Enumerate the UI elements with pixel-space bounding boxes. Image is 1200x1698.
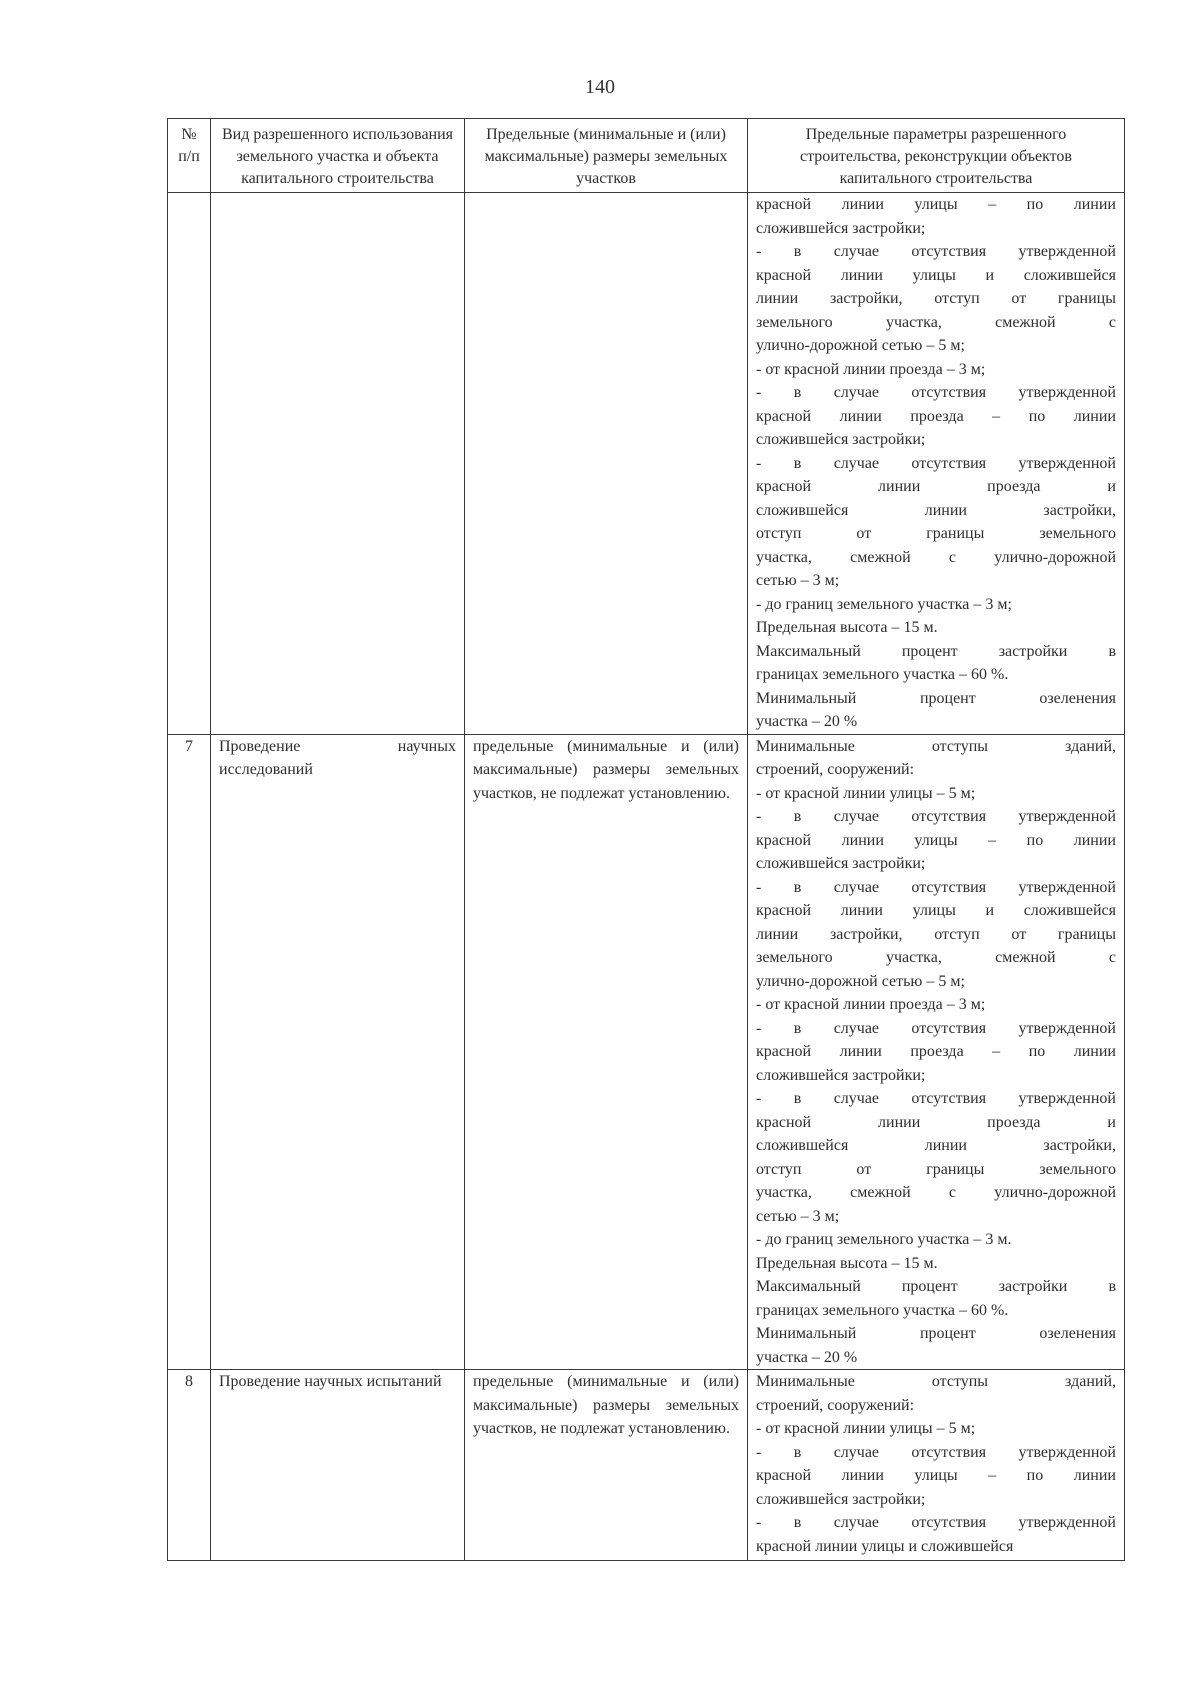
param-line: сетью – 3 м;: [756, 572, 840, 589]
cell-number: [168, 193, 211, 735]
param-line: отступ от границы земельного: [756, 1160, 1116, 1178]
param-line: улично-дорожной сетью – 5 м;: [756, 337, 965, 354]
param-line: сложившейся застройки;: [756, 1490, 926, 1508]
param-line: красной линии проезда и: [756, 1113, 1116, 1131]
cell-number: 7: [168, 734, 211, 1370]
param-line: отступ от границы земельного: [756, 525, 1116, 542]
param-line: границах земельного участка – 60 %.: [756, 1301, 1009, 1319]
param-line: сложившейся застройки;: [756, 1066, 926, 1084]
param-line: Предельная высота – 15 м.: [756, 619, 938, 636]
param-line: красной линии проезда и: [756, 478, 1116, 495]
param-line: Максимальный процент застройки в: [756, 642, 1116, 660]
param-line: красной линии проезда – по линии: [756, 1043, 1116, 1060]
param-line: линии застройки, отступ от границы: [756, 925, 1116, 943]
regulations-table: [167, 118, 1125, 1561]
page-number: 140: [585, 76, 615, 98]
param-line: Максимальный процент застройки в: [756, 1278, 1116, 1295]
param-line: - в случае отсутствия утвержденной: [756, 878, 1116, 896]
param-line: красной линии улицы и сложившейся: [756, 902, 1116, 919]
table-header-row: [168, 119, 1125, 193]
param-line: красной линии улицы – по линии: [756, 831, 1116, 849]
param-line: - до границ земельного участка – 3 м;: [756, 595, 1012, 613]
param-line: Минимальные отступы зданий,: [756, 1373, 1116, 1390]
cell-permitted-use: [211, 193, 465, 735]
cell-permitted-use: Проведение научных исследований: [211, 734, 465, 1370]
param-line: сложившейся линии застройки,: [756, 501, 1116, 519]
param-line: земельного участка, смежной с: [756, 313, 1116, 331]
param-line: строений, сооружений:: [756, 761, 915, 778]
param-line: строений, сооружений:: [756, 1396, 915, 1414]
table-row-8: [168, 1370, 1125, 1561]
param-line: красной линии улицы и сложившейся: [756, 266, 1116, 284]
param-line: сложившейся застройки;: [756, 219, 926, 237]
param-line: красной линии улицы – по линии: [756, 196, 1116, 213]
param-line: участка – 20 %: [756, 713, 858, 730]
cell-construction-params: [748, 1370, 1125, 1561]
param-line: - в случае отсутствия утвержденной: [756, 243, 1116, 260]
header-plot-size: Предельные (минимальные и (или) максимальные) размеры земельных участков: [465, 119, 748, 193]
param-line: - в случае отсутствия утвержденной: [756, 454, 1116, 472]
param-line: сложившейся застройки;: [756, 855, 926, 872]
cell-construction-params: [748, 193, 1125, 735]
table-row-7: [168, 734, 1125, 1370]
param-line: сложившейся линии застройки,: [756, 1137, 1116, 1154]
param-line: Минимальный процент озеленения: [756, 1325, 1116, 1342]
param-line: красной линии улицы и сложившейся: [756, 1537, 1014, 1555]
param-line: - до границ земельного участка – 3 м.: [756, 1231, 1012, 1248]
param-line: участка, смежной с улично-дорожной: [756, 548, 1116, 566]
param-line: - в случае отсутствия утвержденной: [756, 1514, 1116, 1531]
param-line: Минимальные отступы зданий,: [756, 737, 1116, 755]
param-line: участка, смежной с улично-дорожной: [756, 1184, 1116, 1201]
param-line: сложившейся застройки;: [756, 431, 926, 448]
param-line: - от красной линии улицы – 5 м;: [756, 1420, 976, 1437]
cell-plot-size: предельные (минимальные и (или) максимальные) размеры земельных участков, не подлежат установлению.: [465, 1370, 748, 1561]
param-line: участка – 20 %: [756, 1348, 858, 1366]
param-line: улично-дорожной сетью – 5 м;: [756, 972, 965, 990]
table-row-continuation: [168, 193, 1125, 735]
param-line: Минимальный процент озеленения: [756, 689, 1116, 707]
param-line: - в случае отсутствия утвержденной: [756, 1090, 1116, 1107]
header-construction-params: Предельные параметры разрешенного строительства, реконструкции объектов капитального строительства: [748, 119, 1125, 193]
param-line: - от красной линии проезда – 3 м;: [756, 360, 986, 378]
header-number: № п/п: [168, 119, 211, 193]
param-line: - от красной линии проезда – 3 м;: [756, 996, 986, 1013]
param-line: границах земельного участка – 60 %.: [756, 666, 1009, 683]
param-line: земельного участка, смежной с: [756, 949, 1116, 966]
param-line: красной линии улицы – по линии: [756, 1467, 1116, 1484]
cell-number: 8: [168, 1370, 211, 1561]
param-line: - в случае отсутствия утвержденной: [756, 808, 1116, 825]
header-permitted-use: Вид разрешенного использования земельного участка и объекта капитального строительства: [211, 119, 465, 193]
param-line: - от красной линии улицы – 5 м;: [756, 784, 976, 802]
cell-plot-size: предельные (минимальные и (или) максимальные) размеры земельных участков, не подлежат установлению.: [465, 734, 748, 1370]
param-line: линии застройки, отступ от границы: [756, 290, 1116, 307]
param-line: Предельная высота – 15 м.: [756, 1254, 938, 1272]
cell-construction-params: [748, 734, 1125, 1370]
param-line: - в случае отсутствия утвержденной: [756, 1019, 1116, 1037]
cell-permitted-use: Проведение научных испытаний: [211, 1370, 465, 1561]
param-line: - в случае отсутствия утвержденной: [756, 384, 1116, 401]
param-line: красной линии проезда – по линии: [756, 407, 1116, 425]
cell-plot-size: [465, 193, 748, 735]
param-line: сетью – 3 м;: [756, 1207, 840, 1225]
param-line: - в случае отсутствия утвержденной: [756, 1443, 1116, 1461]
